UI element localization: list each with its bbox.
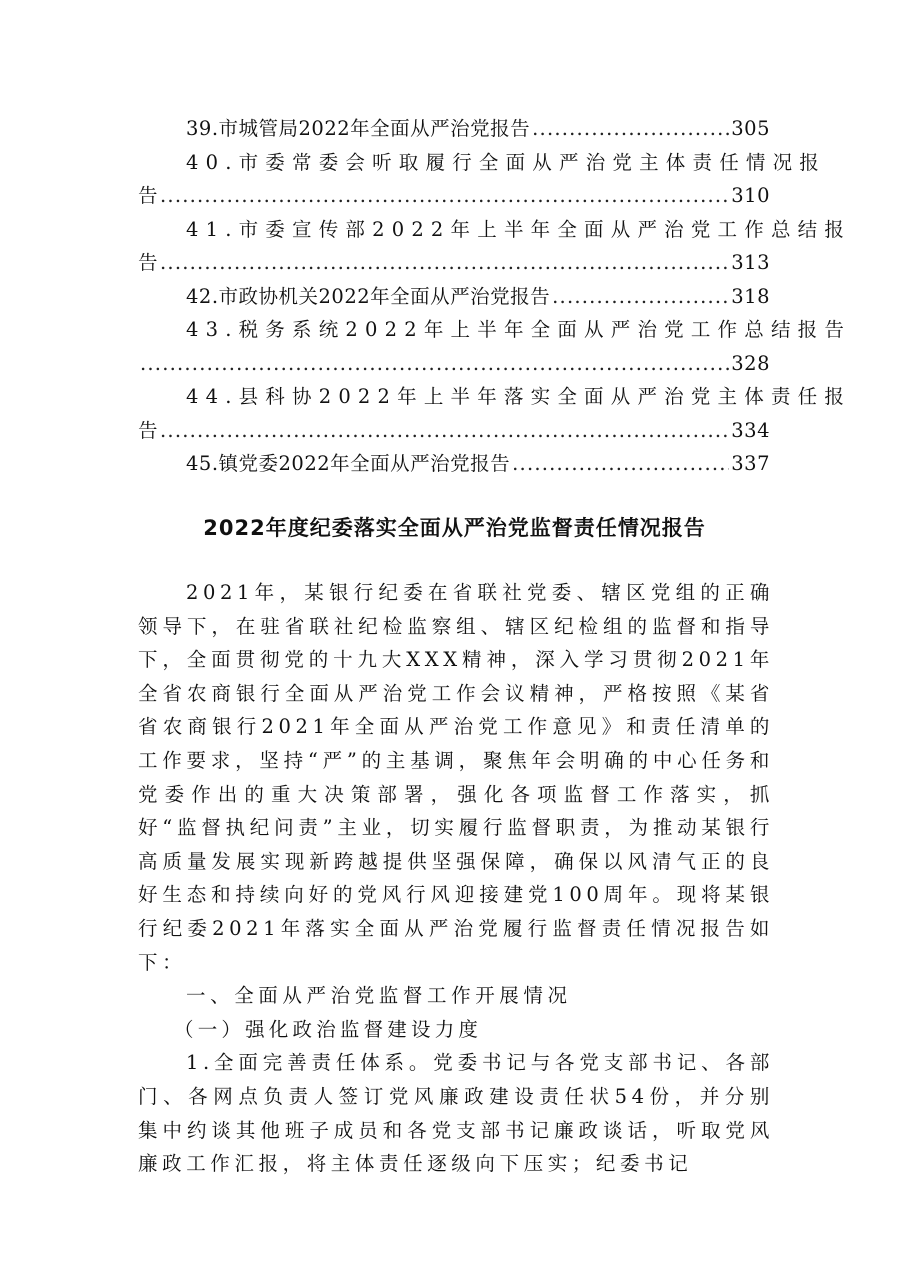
- toc-page-number: 318: [731, 284, 770, 308]
- document-title: 2022年度纪委落实全面从严治党监督责任情况报告: [203, 516, 706, 540]
- toc-entry-title: 43.税务系统2022年上半年全面从严治党工作总结报告: [186, 318, 852, 341]
- toc-page-number: 334: [731, 418, 770, 442]
- toc-entry-title: 42.市政协机关2022年全面从严治党报告: [186, 284, 551, 308]
- toc-entry-continuation[interactable]: [138, 414, 770, 448]
- toc-leader-dots: [160, 414, 729, 448]
- toc-entry[interactable]: [138, 280, 770, 314]
- table-of-contents: [138, 112, 852, 481]
- toc-entry-title: 45.镇党委2022年全面从严治党报告: [186, 452, 511, 475]
- section-heading: 一、全面从严治党监督工作开展情况: [186, 984, 572, 1008]
- toc-leader-dots: [160, 246, 729, 280]
- subsection-heading: （一）强化政治监督建设力度: [174, 1017, 483, 1041]
- toc-entry-continuation[interactable]: [138, 246, 770, 280]
- body-paragraph: 1.全面完善责任体系。党委书记与各党支部书记、各部门、各网点负责人签订党风廉政建设责任状54份，并分别集中约谈其他班子成员和各党支部书记廉政谈话，听取党风廉政工作汇报，将主体责任逐级向下压实；纪委书记: [138, 1051, 774, 1176]
- toc-entry-continuation[interactable]: [138, 179, 770, 213]
- toc-page-number: 328: [731, 351, 770, 375]
- toc-page-number: 337: [731, 452, 770, 475]
- toc-leader-dots: [160, 179, 729, 213]
- toc-page-number: 313: [731, 251, 770, 274]
- toc-entry-title: 41.市委宣传部2022年上半年全面从严治党工作总结报: [186, 217, 852, 241]
- intro-paragraph: 2021年，某银行纪委在省联社党委、辖区党组的正确领导下，在驻省联社纪检监察组、辖区纪检组的监督和指导下，全面贯彻党的十九大XXX精神，深入学习贯彻2021年全省农商银行全面从严治党工作会议精神，严格按照《某省省农商银行2021年全面从严治党工作意见》和责任清单的工作要求，坚持“严”的主基调，聚焦年会明确的中心任务和党委作出的重大决策部署，强化各项监督工作落实，抓好“监督执纪问责”主业，切实履行监督职责，为推动某银行高质量发展实现新跨越提供坚强保障，确保以风清气正的良好生态和持续向好的党风行风迎接建党100周年。现将某银行纪委2021年落实全面从严治党履行监督责任情况报告如下：: [138, 581, 774, 974]
- toc-entry[interactable]: [138, 146, 827, 180]
- toc-entry[interactable]: [138, 213, 852, 247]
- document-body: [138, 576, 774, 1181]
- toc-entry[interactable]: [138, 313, 852, 347]
- toc-leader-dots: [512, 447, 729, 481]
- toc-entry[interactable]: [138, 380, 852, 414]
- toc-leader-dots: [532, 112, 729, 146]
- toc-entry-title-cont: 告: [138, 184, 159, 207]
- toc-leader-dots: [140, 347, 729, 381]
- toc-page-number: 305: [731, 117, 770, 140]
- toc-entry[interactable]: [138, 447, 770, 481]
- toc-entry-continuation[interactable]: [138, 347, 770, 381]
- toc-entry-title: 39.市城管局2022年全面从严治党报告: [186, 117, 531, 140]
- toc-page-number: 310: [731, 184, 770, 207]
- toc-entry[interactable]: [138, 112, 770, 146]
- toc-entry-title: 40.市委常委会听取履行全面从严治党主体责任情况报: [186, 150, 827, 174]
- toc-entry-title: 44.县科协2022年上半年落实全面从严治党主体责任报: [186, 385, 852, 408]
- toc-leader-dots: [552, 280, 729, 314]
- toc-entry-title-cont: 告: [138, 418, 159, 442]
- toc-entry-title-cont: 告: [138, 251, 159, 274]
